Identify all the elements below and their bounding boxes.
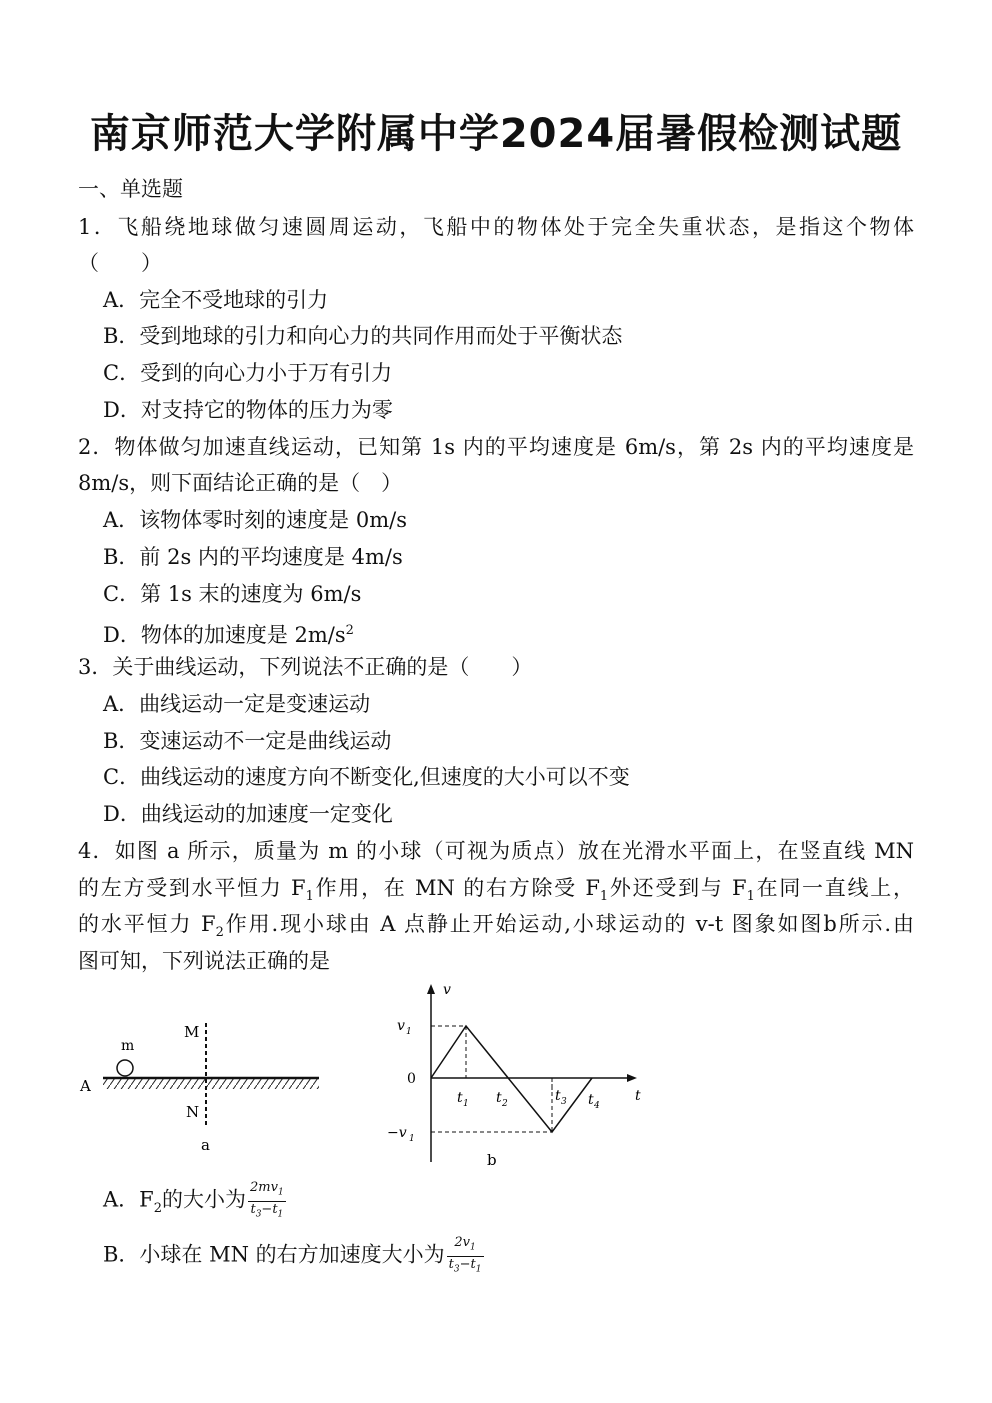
subscript: 1 — [305, 889, 314, 905]
subscript: 3 — [453, 1264, 460, 1275]
figure-b-caption: b — [487, 1151, 497, 1169]
velocity-line — [431, 1026, 592, 1132]
subscript: 3 — [255, 1209, 262, 1220]
text-fragment: 在同一直线上， — [754, 876, 914, 900]
text-fragment: A．F — [103, 1187, 154, 1212]
text-fragment: 2mv — [250, 1180, 278, 1195]
text-fragment: 的左方受到水平恒力 F — [78, 876, 306, 900]
subscript: 2 — [153, 1200, 163, 1216]
text-fragment: −t — [459, 1256, 476, 1272]
figure-b-vt-graph — [375, 980, 655, 1170]
question-2-stem-line-2: 8m/s，则下面结论正确的是（ ） — [78, 471, 403, 495]
v1-label-sub: 1 — [406, 1027, 412, 1037]
t3-label: t — [555, 1088, 561, 1104]
text-fragment: −t — [261, 1201, 278, 1217]
subscript: 2 — [215, 925, 224, 941]
fraction — [248, 1180, 286, 1222]
ball — [117, 1060, 133, 1076]
neg-v1-label-sub: 1 — [409, 1134, 415, 1144]
t-axis-arrow — [627, 1074, 637, 1082]
question-3-option-d: D．曲线运动的加速度一定变化 — [103, 802, 393, 826]
question-3-option-a: A．曲线运动一定是变速运动 — [103, 692, 371, 716]
text-fragment: 作用.现小球由 A 点静止开始运动,小球运动的 v-t 图象如图b所示.由 — [223, 912, 914, 936]
fraction-denominator — [447, 1257, 484, 1278]
question-4-stem-line-2 — [78, 874, 914, 911]
question-1-option-c: C．受到的向心力小于万有引力 — [103, 361, 393, 385]
question-1-stem-line-1: 1．飞船绕地球做匀速圆周运动，飞船中的物体处于完全失重状态，是指这个物体 — [78, 215, 914, 239]
page-title: 南京师范大学附属中学2024届暑假检测试题 — [89, 111, 903, 157]
v-axis-arrow — [427, 984, 435, 994]
t3-label-sub: 3 — [561, 1097, 567, 1107]
question-2-option-a: A．该物体零时刻的速度是 0m/s — [103, 508, 407, 532]
v-axis-label: v — [443, 982, 451, 998]
fraction-numerator — [248, 1180, 286, 1202]
question-4-stem-line-1: 4．如图 a 所示，质量为 m 的小球（可视为质点）放在光滑水平面上，在竖直线 MN — [78, 839, 914, 863]
text-fragment: B．小球在 MN 的右方加速度大小为 — [103, 1242, 445, 1267]
t4-label-sub: 4 — [594, 1101, 600, 1111]
question-2-stem-line-1: 2．物体做匀加速直线运动，已知第 1s 内的平均速度是 6m/s，第 2s 内的平均速度是 — [78, 435, 914, 459]
question-2-option-d-text: D．物体的加速度是 2m/s — [103, 623, 346, 647]
figure-a-diagram — [75, 1015, 325, 1155]
v1-label: v — [397, 1018, 405, 1034]
subscript: 1 — [599, 889, 609, 905]
origin-label: 0 — [407, 1071, 416, 1087]
question-4-option-a — [103, 1180, 286, 1227]
t-axis-label: t — [635, 1088, 641, 1104]
text-fragment: t — [250, 1201, 256, 1217]
ground-hatching — [103, 1078, 319, 1089]
question-4-stem-line-3 — [78, 910, 914, 947]
text-fragment: 2v — [454, 1235, 471, 1250]
question-2-option-d — [103, 617, 354, 649]
question-1-option-b: B．受到地球的引力和向心力的共同作用而处于平衡状态 — [103, 324, 623, 348]
subscript: 1 — [277, 1209, 284, 1220]
text-fragment: 的大小为 — [162, 1187, 247, 1212]
label-N: N — [186, 1103, 200, 1121]
question-2-option-c: C．第 1s 末的速度为 6m/s — [103, 582, 362, 606]
question-4-stem-line-4: 图可知，下列说法正确的是 — [78, 949, 330, 973]
subscript: 1 — [746, 889, 755, 905]
label-m: m — [121, 1038, 135, 1054]
section-heading: 一、单选题 — [78, 177, 183, 201]
question-1-option-d: D．对支持它的物体的压力为零 — [103, 398, 393, 422]
text-fragment: 作用，在 MN 的右方除受 F — [313, 876, 600, 900]
subscript: 1 — [475, 1264, 482, 1275]
text-fragment: 外还受到与 F — [608, 876, 747, 900]
question-1-stem-line-2: （ ） — [78, 251, 162, 275]
fraction-numerator — [447, 1235, 484, 1257]
question-2-option-b: B．前 2s 内的平均速度是 4m/s — [103, 545, 403, 569]
question-3-stem-line-1: 3．关于曲线运动，下列说法不正确的是（ ） — [78, 655, 533, 679]
t1-label: t — [457, 1090, 463, 1106]
fraction-denominator — [248, 1202, 286, 1223]
text-fragment: 的水平恒力 F — [78, 912, 216, 936]
question-3-option-c: C．曲线运动的速度方向不断变化,但速度的大小可以不变 — [103, 765, 630, 789]
label-M: M — [184, 1023, 200, 1041]
t2-label-sub: 2 — [502, 1099, 508, 1109]
subscript: 1 — [470, 1242, 476, 1253]
t2-label: t — [496, 1090, 502, 1106]
t4-label: t — [588, 1092, 594, 1108]
exponent: 2 — [345, 623, 354, 638]
figure-a-caption: a — [201, 1136, 210, 1154]
label-A: A — [80, 1077, 91, 1095]
neg-v1-label: −v — [387, 1125, 407, 1141]
question-3-option-b: B．变速运动不一定是曲线运动 — [103, 729, 392, 753]
question-4-option-b — [103, 1235, 484, 1277]
fraction — [447, 1235, 484, 1277]
t1-label-sub: 1 — [463, 1099, 469, 1109]
text-fragment: t — [448, 1256, 454, 1272]
question-1-option-a: A．完全不受地球的引力 — [103, 288, 329, 312]
subscript: 1 — [277, 1187, 284, 1198]
